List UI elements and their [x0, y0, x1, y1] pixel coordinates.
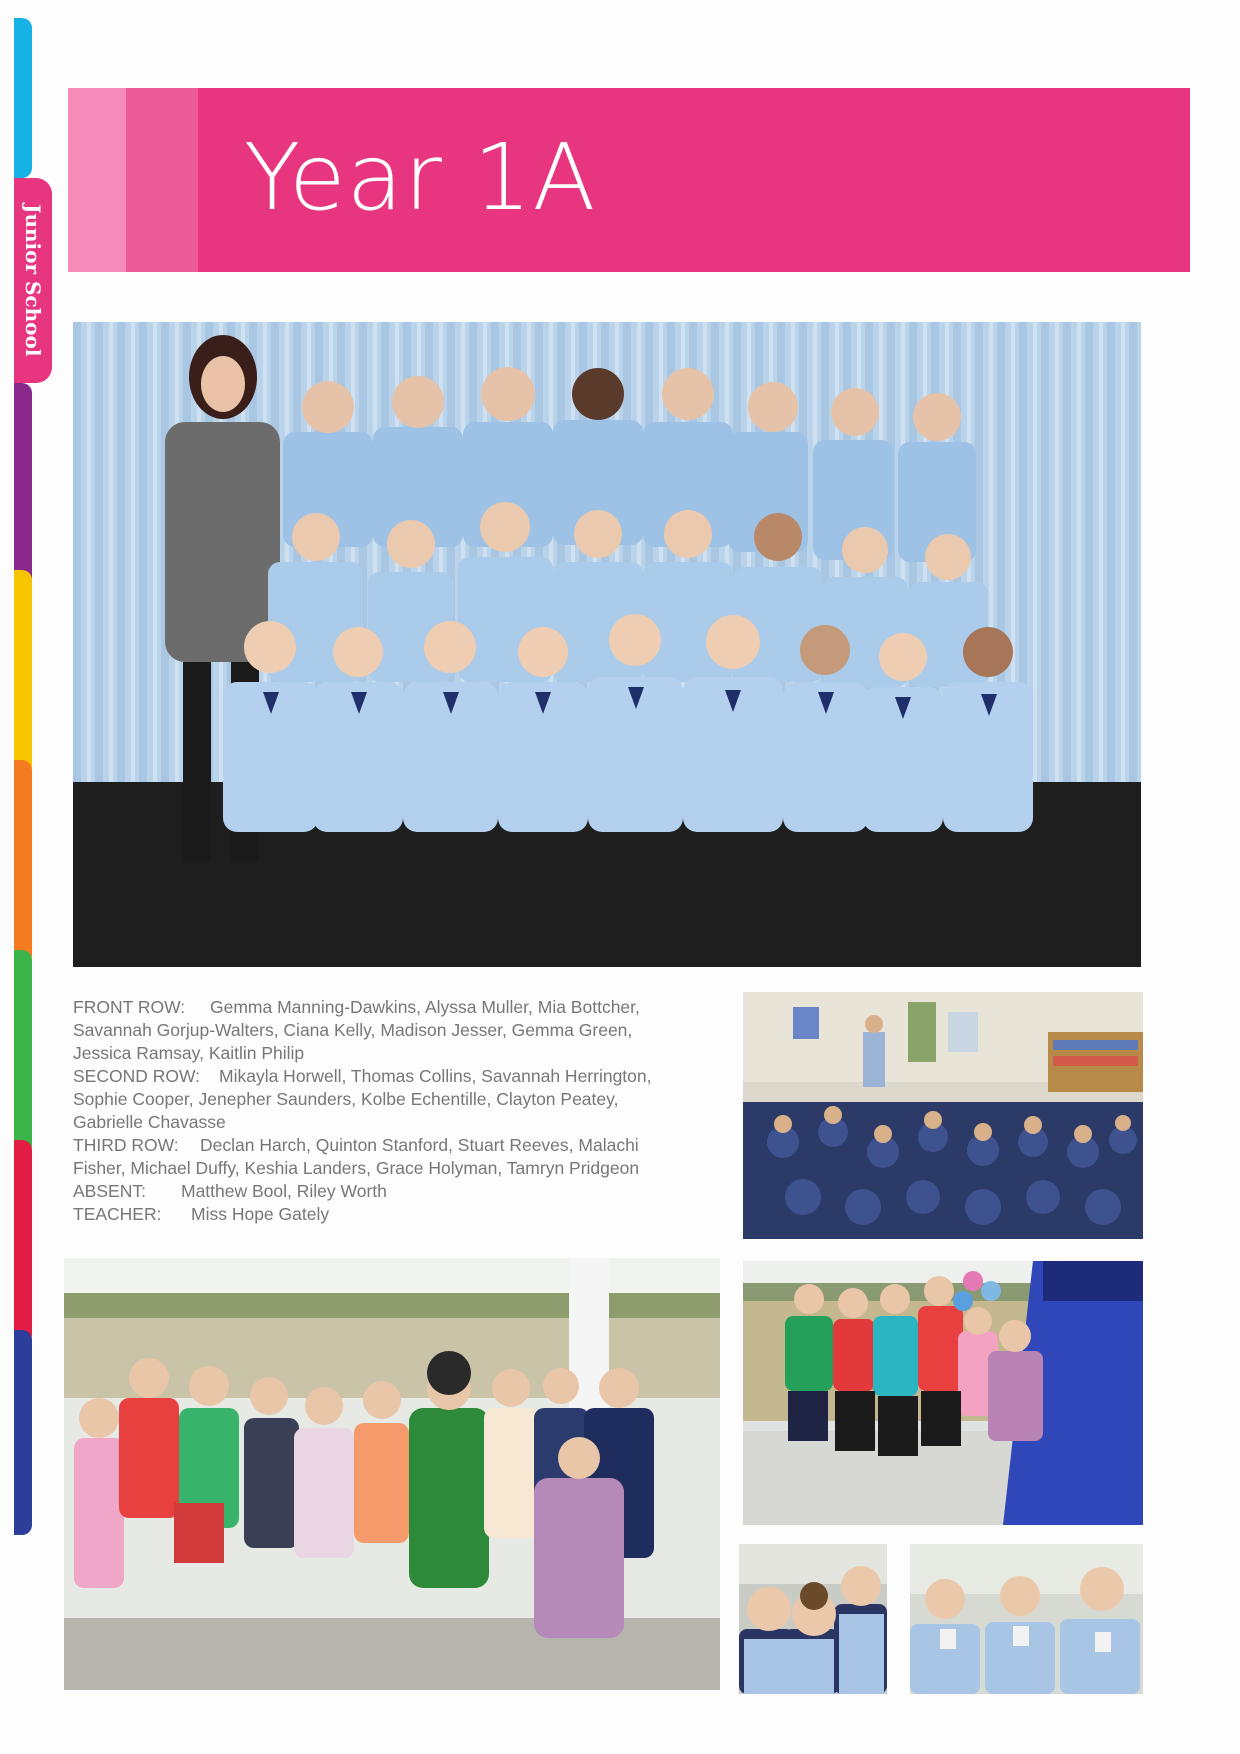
caption-line: [73, 1065, 693, 1088]
section-tab: [14, 18, 32, 178]
banner-stripe: [68, 88, 126, 272]
section-tab-label: Junior School: [21, 204, 45, 357]
teacher-label: TEACHER:: [73, 1204, 162, 1224]
friends-photo: [739, 1544, 887, 1694]
section-tab: [14, 570, 32, 775]
front-row-names: Savannah Gorjup-Walters, Ciana Kelly, Madison Jesser, Gemma Green,: [73, 1020, 633, 1040]
caption-line: [73, 1134, 693, 1157]
third-row-label: THIRD ROW:: [73, 1135, 179, 1155]
outdoor-group-photo: [743, 1261, 1143, 1525]
class-photo: [73, 322, 1141, 967]
caption-line: [73, 1180, 693, 1203]
class-photo-caption: [73, 996, 693, 1226]
banner-stripe: [126, 88, 198, 272]
front-row-label: FRONT ROW:: [73, 997, 186, 1017]
section-tab: [14, 1330, 32, 1535]
second-row-names: Sophie Cooper, Jenepher Saunders, Kolbe Echentille, Clayton Peatey,: [73, 1089, 619, 1109]
drinks-photo: [910, 1544, 1143, 1694]
third-row-names: Fisher, Michael Duffy, Keshia Landers, Grace Holyman, Tamryn Pridgeon: [73, 1158, 640, 1178]
dress-up-group-photo: [64, 1258, 720, 1690]
caption-line: [73, 996, 693, 1019]
section-tab: [14, 950, 32, 1155]
header-banner: [68, 88, 1190, 272]
second-row-label: SECOND ROW:: [73, 1066, 201, 1086]
absent-names: Matthew Bool, Riley Worth: [181, 1181, 387, 1201]
section-tab: [14, 760, 32, 965]
front-row-names: Gemma Manning-Dawkins, Alyssa Muller, Mia Bottcher,: [210, 997, 640, 1017]
front-row-names: Jessica Ramsay, Kaitlin Philip: [73, 1043, 305, 1063]
section-tab-junior-school: [14, 178, 52, 383]
section-tab: [14, 383, 32, 588]
page-title: Year 1A: [244, 124, 597, 231]
caption-line: [73, 1203, 693, 1226]
second-row-names: Mikayla Horwell, Thomas Collins, Savannah Herrington,: [219, 1066, 652, 1086]
absent-label: ABSENT:: [73, 1181, 146, 1201]
second-row-names: Gabrielle Chavasse: [73, 1112, 226, 1132]
teacher-name: Miss Hope Gately: [191, 1204, 330, 1224]
classroom-photo: [743, 992, 1143, 1239]
section-tab: [14, 1140, 32, 1345]
third-row-names: Declan Harch, Quinton Stanford, Stuart Reeves, Malachi: [200, 1135, 639, 1155]
